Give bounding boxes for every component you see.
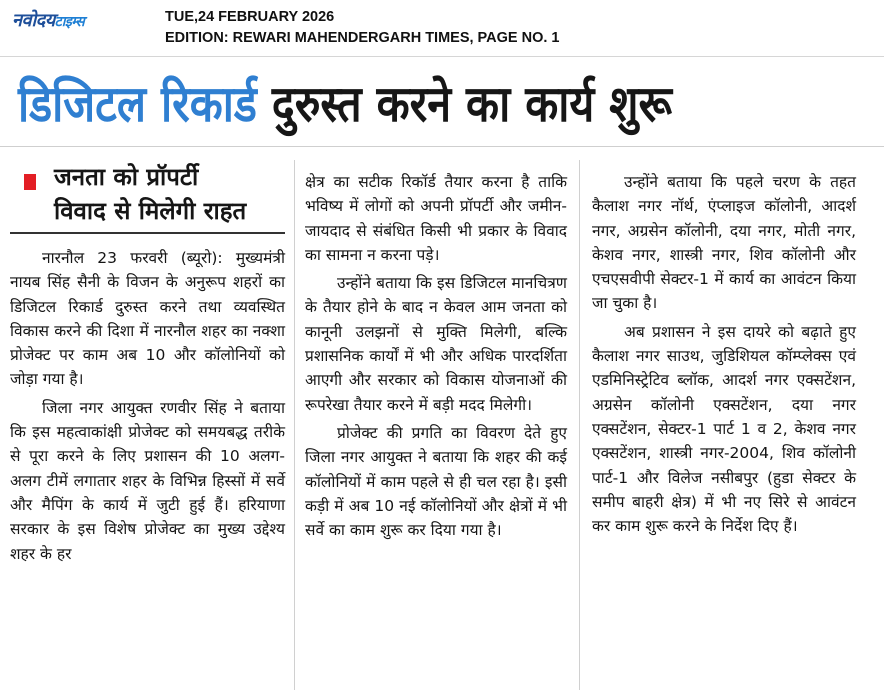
article-paragraph: जिला नगर आयुक्त रणवीर सिंह ने बताया कि इस महत्वाकांक्षी प्रोजेक्ट को समयबद्ध तरीके से पूरा करने के लिए प्रशासन की 10 अलग-अलग टीमें लगातार शहर के विभिन्न हिस्सों में सर्वे और मैपिंग के कार्य में जुटी हुई हैं। हरियाणा सरकार के इस विशेष प्रोजेक्ट का मुख्य उद्देश्य शहर के हर — [10, 398, 285, 563]
headline-divider — [0, 146, 884, 147]
article-paragraph: उन्होंने बताया कि पहले चरण के तहत कैलाश नगर नॉर्थ, एंप्लाइज कॉलोनी, आदर्श नगर, अग्रसेन कॉलोनी, दया नगर, मोती नगर, केशव नगर, शास्त्री नगर, शिव कॉलोनी और एचएसवीपी सेक्टर-1 में कार्य का आवंटन किया जा चुका है। — [592, 173, 856, 313]
article-column-2 — [305, 170, 567, 542]
article-paragraph: क्षेत्र का सटीक रिकॉर्ड तैयार करना है ताकि भविष्य में लोगों को अपनी प्रॉपर्टी और जमीन-जायदाद से संबंधित किसी भी प्रकार के विवाद का सामना न करना पड़े। — [305, 173, 567, 264]
edition-info — [165, 7, 559, 49]
masthead-bar — [0, 0, 884, 57]
headline — [0, 60, 884, 146]
newspaper-logo — [12, 8, 84, 32]
column-divider — [579, 160, 580, 690]
headline-main: दुरुस्त करने का कार्य शुरू — [271, 75, 672, 133]
date-line: TUE,24 FEBRUARY 2026 — [165, 9, 335, 25]
article-column-3 — [592, 170, 856, 538]
article-paragraph: अब प्रशासन ने इस दायरे को बढ़ाते हुए कैलाश नगर साउथ, जुडिशियल कॉम्प्लेक्स एवं एडमिनिस्ट्रेटिव ब्लॉक, आदर्श नगर एक्सटेंशन, अग्रसेन कॉलोनी एक्सटेंशन, दया नगर एक्सटेंशन, सेक्टर-1 पार्ट 1 व 2, केशव नगर एक्सटेंशन, शास्त्री नगर-2004, शिव कॉलोनी पार्ट-1 और विलेज नसीबपुर (हुडा सेक्टर के समीप बाहरी क्षेत्र) में भी नए सिरे से आवंटन कर काम शुरू करने के निर्देश दिए हैं। — [592, 322, 856, 536]
headline-accent: डिजिटल रिकार्ड — [18, 75, 257, 133]
article-paragraph: नारनौल 23 फरवरी (ब्यूरो): मुख्यमंत्री नायब सिंह सैनी के विजन के अनुरूप शहरों का डिजिटल रिकार्ड दुरुस्त करने तथा व्यवस्थित विकास करने की दिशा में नारनौल शहर का नक्शा प्रोजेक्ट पर काम अब 10 और कॉलोनियों को जोड़ा गया है। — [10, 249, 285, 389]
article-paragraph: उन्होंने बताया कि इस डिजिटल मानचित्रण के तैयार होने के बाद न केवल आम जनता को कानूनी उलझनों से मुक्ति मिलेगी, बल्कि प्रशासनिक कार्यों में भी और अधिक पारदर्शिता आएगी और सरकार को विकास योजनाओं की रूपरेखा तैयार करने में बड़ी मदद मिलेगी। — [305, 274, 567, 414]
subheadline-line2: विवाद से मिलेगी राहत — [54, 197, 247, 225]
logo-part1: नवोदय — [12, 10, 55, 31]
red-bullet-icon — [24, 174, 36, 190]
logo-part2: टाइम्स — [54, 14, 85, 30]
column-divider — [294, 160, 295, 690]
article-column-1 — [10, 160, 285, 566]
subheadline — [10, 160, 285, 234]
subheadline-line1: जनता को प्रॉपर्टी — [54, 163, 199, 191]
edition-line: EDITION: REWARI MAHENDERGARH TIMES, PAGE NO. 1 — [165, 30, 560, 46]
article-paragraph: प्रोजेक्ट की प्रगति का विवरण देते हुए जिला नगर आयुक्त ने बताया कि शहर की कई कॉलोनियों में काम पहले से ही चल रहा है। इसी कड़ी में अब 10 नई कॉलोनियों और क्षेत्रों में भी सर्वे का काम शुरू कर दिया गया है। — [305, 423, 567, 540]
